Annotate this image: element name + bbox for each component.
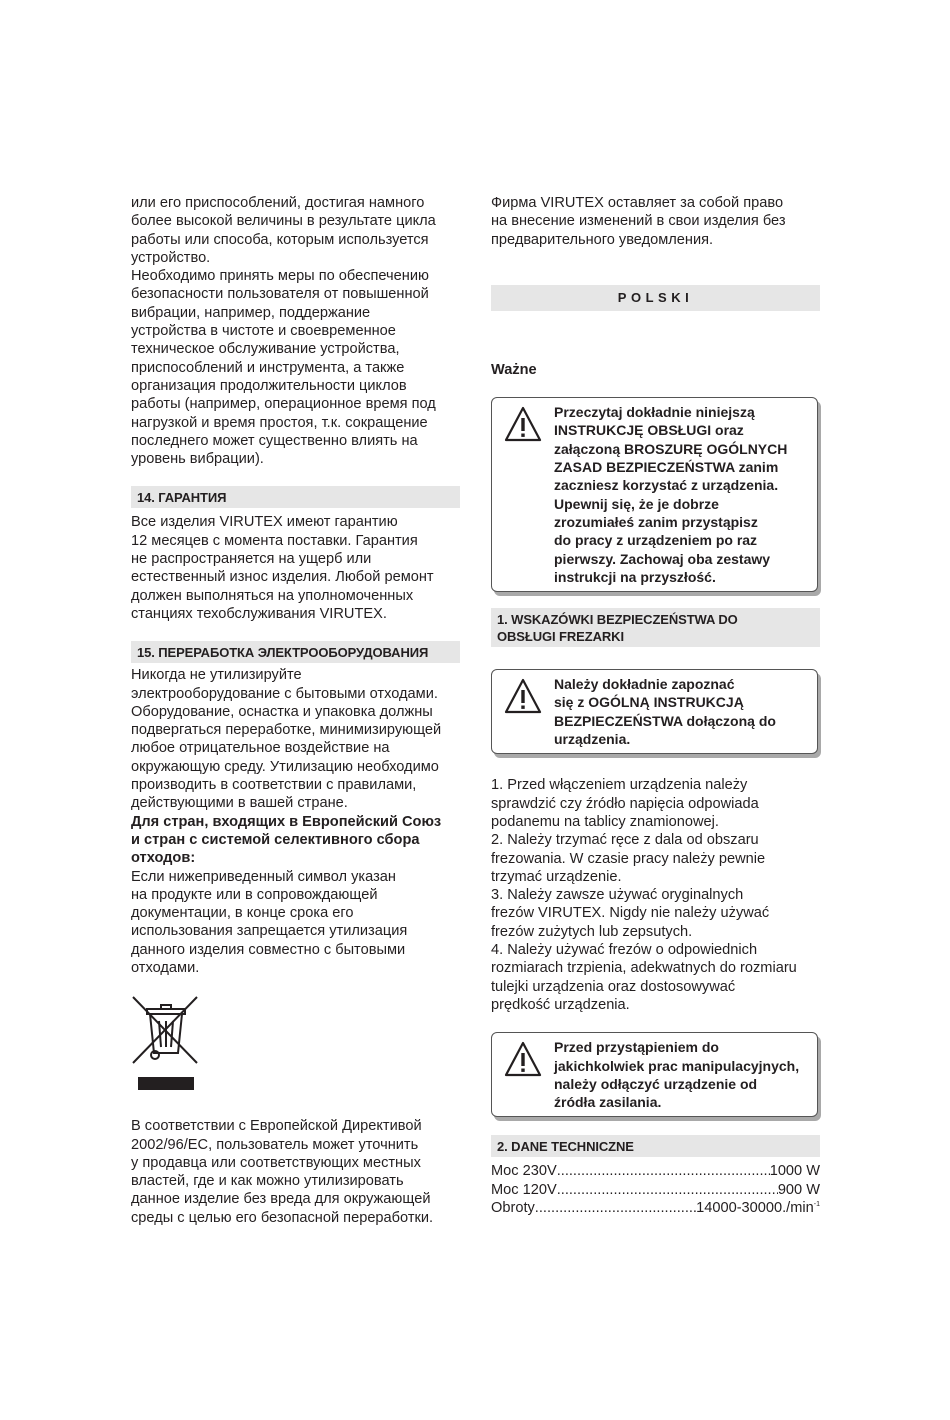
right-column: [491, 194, 821, 1217]
spec-value: 900 W: [777, 1181, 820, 1198]
section-2-heading: 2. DANE TECHNICZNE: [491, 1135, 820, 1157]
spec-label: Moc 230V: [491, 1163, 557, 1180]
symbol-paragraph: Если нижеприведенный символ указан на продукте или в сопровождающей документации, в конце срока его использования запрещается утилизация данного изделия совместно с бытовыми отходами.: [131, 868, 408, 976]
warning-triangle-icon: [504, 406, 542, 442]
spec-value: 1000 W: [769, 1163, 820, 1180]
warning-triangle-icon: [504, 678, 542, 714]
spec-row: [491, 1181, 820, 1199]
virutex-rights-paragraph: Фирма VIRUTEX оставляет за собой право на внесение изменений в свои изделия без предварительного уведомления.: [491, 195, 786, 248]
left-column: [131, 194, 461, 1227]
spec-unit-exponent: -1: [813, 1201, 820, 1209]
spec-label: Moc 120V: [491, 1181, 557, 1198]
warranty-paragraph: Все изделия VIRUTEX имеют гарантию 12 месяцев с момента поставки. Гарантия не распространяется на ущерб или естественный износ изделия. Любой ремонт должен выполняться на уполномоченных станциях техобслуживания VIRUTEX.: [131, 514, 434, 622]
spec-label: Obroty: [491, 1199, 535, 1216]
spec-row: [491, 1199, 820, 1217]
spec-dots: [557, 1181, 778, 1199]
section-15-heading: 15. ПЕРЕРАБОТКА ЭЛЕКТРООБОРУДОВАНИЯ: [131, 641, 460, 663]
directive-paragraph: В соответствии с Европейской Директивой 2002/96/EC, пользователь может уточнить у продавца или соответствующих местных властей, где и как можно утилизировать данное изделие без вреда для окружающей среды с целью его безопасной переработки.: [131, 1118, 434, 1226]
eu-countries-heading: Для стран, входящих в Европейский Союз и стран с системой селективного сбора отходов:: [131, 813, 442, 867]
spec-dots: [535, 1199, 696, 1217]
warning-text-disconnect: Przed przystąpieniem do jakichkolwiek prac manipulacyjnych, należy odłączyć urządzenie od źródła zasilania.: [554, 1039, 800, 1111]
spec-dots: [557, 1162, 770, 1180]
spec-value-text: 14000-30000./min: [696, 1199, 814, 1216]
language-header-polski: POLSKI: [491, 285, 820, 311]
wazne-label: Ważne: [491, 361, 537, 378]
spec-value: [696, 1199, 820, 1217]
safety-instructions-list: 1. Przed włączeniem urządzenia należy sprawdzić czy źródło napięcia odpowiada podanemu na tablicy znamionowej. 2. Należy trzymać ręce z dala od obszaru frezowania. W czasie pracy należy pewnie trzymać urządzenie. 3. Należy zawsze używać oryginalnych frezów VIRUTEX. Nigdy nie należy używać frezów zużytych lub zepsutych. 4. Należy używać frezów o odpowiednich rozmiarach trzpienia, adekwatnych do rozmiaru tulejki urządzenia oraz dostosowywać prędkość urządzenia.: [491, 777, 797, 1013]
warning-box-general-safety: [491, 669, 818, 754]
recycling-paragraph: Никогда не утилизируйте электрооборудование с бытовыми отходами. Оборудование, оснастка и упаковка должны подвергаться переработке, минимизирующей любое отрицательное воздействие на окружающую среду. Утилизацию необходимо производить в соответствии с правилами, действующими в вашей стране.: [131, 667, 442, 812]
section-1-heading: 1. WSKAZÓWKI BEZPIECZEŃSTWA DO OBSŁUGI FREZARKI: [491, 608, 820, 647]
spec-row: [491, 1162, 820, 1180]
warning-box-disconnect: [491, 1032, 818, 1117]
weee-symbol: [131, 995, 201, 1095]
vibration-paragraph: или его приспособлений, достигая намного более высокой величины в результате цикла работы или способа, которым используется устройство. Необходимо принять меры по обеспечению безопасности пользователя от повышенной вибрации, например, поддержание устройства в чистоте и своевременное техническое обслуживание устройства, приспособлений и инструмента, а также организация продолжительности циклов работы (например, операционное время под нагрузкой и время простоя, т.к. сокращение последнего может существенно влиять на уровень вибрации).: [131, 195, 436, 468]
warning-text-general-safety: Należy dokładnie zapoznać się z OGÓLNĄ INSTRUKCJĄ BEZPIECZEŃSTWA dołączoną do urządzenia.: [554, 676, 776, 748]
warning-triangle-icon: [504, 1041, 542, 1077]
crossed-out-wheelie-bin-icon: [131, 995, 201, 1095]
section-14-heading: 14. ГАРАНТИЯ: [131, 486, 460, 508]
warning-text-read-instructions: Przeczytaj dokładnie niniejszą INSTRUKCJĘ OBSŁUGI oraz załączoną BROSZURĘ OGÓLNYCH ZASAD BEZPIECZEŃSTWA zanim zaczniesz korzystać z urządzenia. Upewnij się, że je dobrze zrozumiałeś zanim przystąpisz do pracy z urządzeniem po raz pierwszy. Zachowaj oba zestawy instrukcji na przyszłość.: [554, 404, 788, 585]
warning-box-read-instructions: [491, 397, 818, 592]
